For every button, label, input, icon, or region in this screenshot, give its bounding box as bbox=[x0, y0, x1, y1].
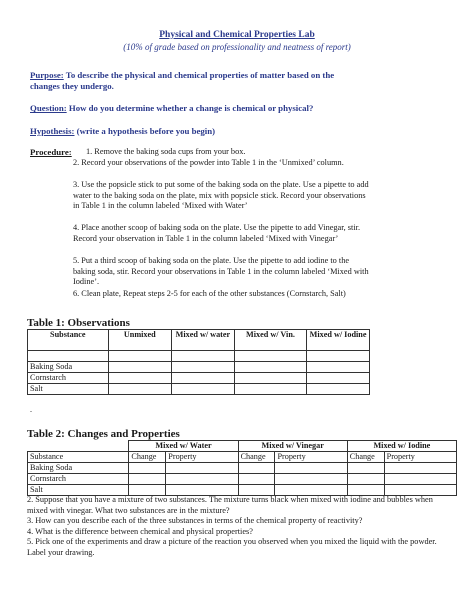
table-header-cell: Mixed w/ Water bbox=[129, 441, 238, 452]
table-row bbox=[28, 463, 457, 474]
observations-table bbox=[27, 329, 370, 395]
table-cell[interactable] bbox=[275, 485, 347, 496]
table-cell[interactable] bbox=[275, 474, 347, 485]
question-label: Question: bbox=[30, 103, 67, 113]
table-cell[interactable] bbox=[171, 351, 234, 362]
procedure-step: 3. Use the popsicle stick to put some of the baking soda on the plate. Use a pipette to add water to the baking soda on the plate, mix with popsicle stick. Record your observations in Table 1 in the column labeled ‘Mixed with Water’ bbox=[73, 180, 369, 211]
purpose-text: To describe the physical and chemical properties of matter based on the changes they undergo. bbox=[30, 70, 335, 91]
table-cell[interactable] bbox=[384, 485, 456, 496]
hypothesis-text: (write a hypothesis before you begin) bbox=[74, 126, 216, 136]
table-cell[interactable] bbox=[129, 474, 166, 485]
table-header-cell: Mixed w/ water bbox=[171, 330, 234, 351]
table-cell[interactable] bbox=[234, 351, 306, 362]
table-cell: Substance bbox=[28, 452, 129, 463]
table-header-cell bbox=[28, 441, 129, 452]
table-cell[interactable] bbox=[171, 373, 234, 384]
table-row bbox=[28, 351, 370, 362]
table-cell[interactable] bbox=[171, 384, 234, 395]
table-cell[interactable] bbox=[108, 373, 171, 384]
table-cell[interactable] bbox=[166, 485, 238, 496]
table-header-cell: Mixed w/ Vin. bbox=[234, 330, 306, 351]
separator-dot: . bbox=[30, 405, 32, 414]
page-title: Physical and Chemical Properties Lab bbox=[159, 30, 315, 40]
question-item: 5. Pick one of the experiments and draw a picture of the reaction you observed when you mixed the liquid with the powder. Label your drawing. bbox=[27, 537, 437, 557]
table-cell[interactable] bbox=[234, 373, 306, 384]
procedure-step: 2. Record your observations of the powder into Table 1 in the ‘Unmixed’ column. bbox=[73, 158, 344, 167]
table-cell: Cornstarch bbox=[28, 474, 129, 485]
question-text: How do you determine whether a change is chemical or physical? bbox=[66, 103, 314, 113]
table1-title: Table 1: Observations bbox=[27, 317, 130, 329]
table-cell[interactable] bbox=[384, 474, 456, 485]
table-cell[interactable] bbox=[108, 362, 171, 373]
table-row bbox=[28, 485, 457, 496]
table-header-cell: Substance bbox=[28, 330, 109, 351]
table-cell[interactable] bbox=[108, 351, 171, 362]
procedure-step: 6. Clean plate, Repeat steps 2-5 for each of the other substances (Cornstarch, Salt) bbox=[73, 289, 346, 298]
purpose-section bbox=[30, 70, 360, 92]
table-cell[interactable] bbox=[166, 463, 238, 474]
procedure-step: 5. Put a third scoop of baking soda on the plate. Use the pipette to add iodine to the baking soda, stir. Record your observations in Table 1 in the column labeled ‘Mixed with Iodine’. bbox=[73, 256, 369, 287]
page-subtitle: (10% of grade based on professionality and neatness of report) bbox=[123, 42, 351, 52]
question-item: 4. What is the difference between chemical and physical properties? bbox=[27, 526, 253, 536]
table-header-row bbox=[28, 330, 370, 351]
hypothesis-label: Hypothesis: bbox=[30, 126, 75, 136]
questions-section bbox=[27, 495, 452, 559]
table2-title: Table 2: Changes and Properties bbox=[27, 428, 180, 440]
table-cell[interactable] bbox=[307, 362, 370, 373]
table-row bbox=[28, 384, 370, 395]
table-subheader-row bbox=[28, 452, 457, 463]
procedure-step: 1. Remove the baking soda cups from your box. bbox=[86, 147, 246, 156]
table-cell: Property bbox=[384, 452, 456, 463]
table-group-header-row bbox=[28, 441, 457, 452]
table-cell[interactable] bbox=[347, 463, 384, 474]
table-cell: Baking Soda bbox=[28, 463, 129, 474]
table-cell[interactable] bbox=[275, 463, 347, 474]
table-cell[interactable] bbox=[238, 474, 275, 485]
hypothesis-section bbox=[30, 126, 215, 137]
table-cell: Change bbox=[238, 452, 275, 463]
table-cell[interactable] bbox=[307, 384, 370, 395]
table-row bbox=[28, 474, 457, 485]
procedure-step: 4. Place another scoop of baking soda on the plate. Use the pipette to add Vinegar, stir. Record your observation in Table 1 in the column labeled ‘Mixed with Vinegar’ bbox=[73, 223, 361, 243]
purpose-label: Purpose: bbox=[30, 70, 64, 80]
table-cell[interactable] bbox=[234, 384, 306, 395]
table-cell[interactable] bbox=[129, 463, 166, 474]
table-cell[interactable] bbox=[307, 373, 370, 384]
table-cell[interactable] bbox=[28, 351, 109, 362]
table-cell[interactable] bbox=[238, 485, 275, 496]
question-item: 3. How can you describe each of the three substances in terms of the chemical property of reactivity? bbox=[27, 516, 363, 526]
table-cell: Baking Soda bbox=[28, 362, 109, 373]
table-header-cell: Unmixed bbox=[108, 330, 171, 351]
table-cell: Change bbox=[347, 452, 384, 463]
table-cell: Salt bbox=[28, 485, 129, 496]
changes-properties-table bbox=[27, 440, 457, 496]
table-cell[interactable] bbox=[384, 463, 456, 474]
table-cell[interactable] bbox=[166, 474, 238, 485]
table-header-cell: Mixed w/ Iodine bbox=[307, 330, 370, 351]
question-section bbox=[30, 103, 313, 114]
table-cell: Property bbox=[275, 452, 347, 463]
table-cell: Change bbox=[129, 452, 166, 463]
table-header-cell: Mixed w/ Iodine bbox=[347, 441, 456, 452]
table-cell[interactable] bbox=[234, 362, 306, 373]
table-cell: Property bbox=[166, 452, 238, 463]
table-cell: Salt bbox=[28, 384, 109, 395]
table-cell[interactable] bbox=[238, 463, 275, 474]
table-cell: Cornstarch bbox=[28, 373, 109, 384]
question-item: 2. Suppose that you have a mixture of two substances. The mixture turns black when mixed with iodine and bubbles when mixed with vinegar. What two substances are in the mixture? bbox=[27, 495, 433, 515]
table-row bbox=[28, 362, 370, 373]
procedure-label: Procedure: bbox=[30, 147, 72, 157]
table-header-cell: Mixed w/ Vinegar bbox=[238, 441, 347, 452]
table-cell[interactable] bbox=[171, 362, 234, 373]
table-cell[interactable] bbox=[347, 474, 384, 485]
table-cell[interactable] bbox=[307, 351, 370, 362]
table-cell[interactable] bbox=[347, 485, 384, 496]
table-cell[interactable] bbox=[108, 384, 171, 395]
table-cell[interactable] bbox=[129, 485, 166, 496]
table-row bbox=[28, 373, 370, 384]
